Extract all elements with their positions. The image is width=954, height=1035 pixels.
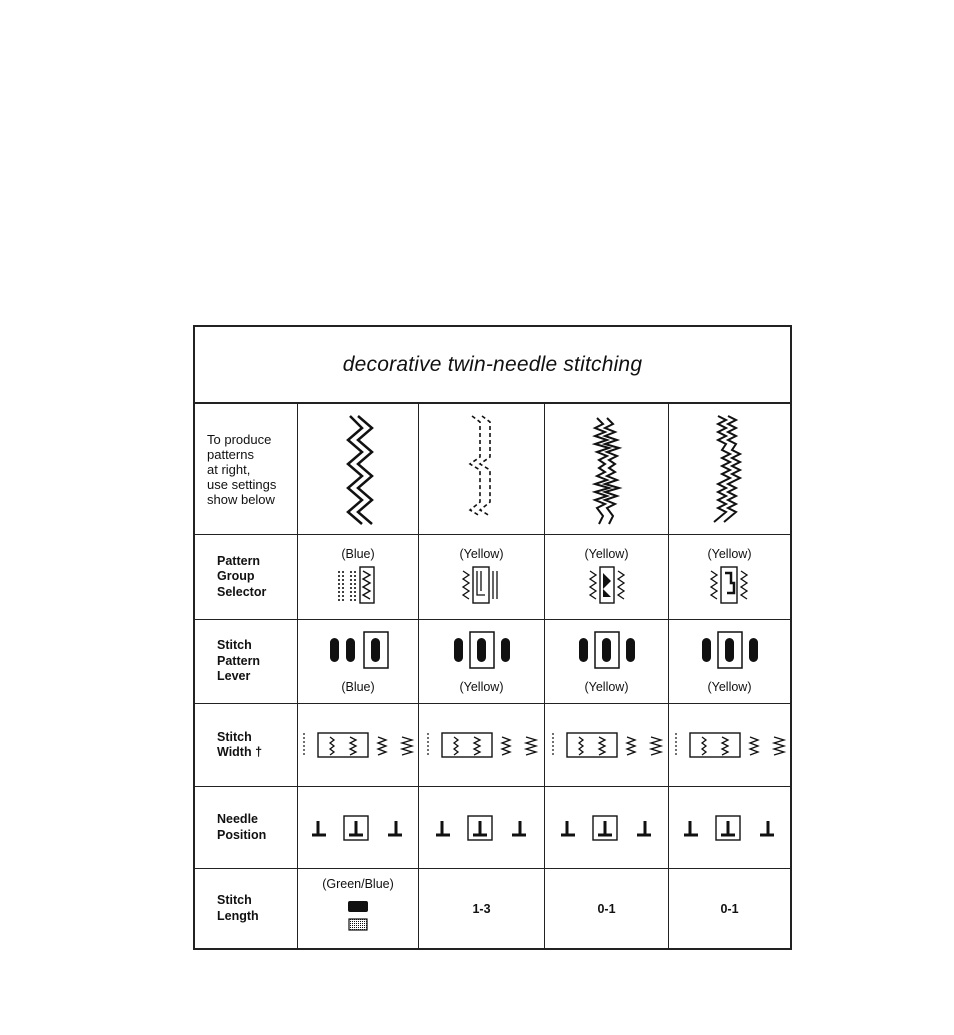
lever-cell-1 [298, 620, 419, 704]
pattern-cell-1 [298, 404, 419, 535]
dashed-chevron-pattern-icon [452, 412, 512, 527]
needle-cell-3 [545, 787, 669, 869]
label-needle-position [195, 787, 298, 869]
label-stitch-width [195, 704, 298, 787]
intro-line: To produce [207, 431, 272, 447]
lever-cell-4 [669, 620, 790, 704]
stitch-length-value: 1-3 [472, 901, 491, 916]
label-line: Pattern [217, 553, 261, 568]
selector-cell-2 [419, 535, 545, 620]
label-line: Stitch [217, 893, 252, 907]
width-cell-4 [669, 704, 790, 787]
label-line: Lever [217, 669, 251, 684]
label-line: Position [217, 827, 267, 842]
pattern-group-selector-icon [705, 561, 755, 607]
stitch-pattern-lever-icon [698, 630, 762, 670]
label-line: Length [217, 908, 259, 923]
label-line: Pattern [217, 653, 261, 668]
stitch-width-icon [300, 730, 416, 760]
lever-color-note: (Yellow) [459, 679, 504, 694]
label-line: Stitch [217, 638, 252, 653]
settings-grid [195, 404, 790, 948]
stitch-pattern-lever-icon [326, 630, 390, 670]
zigzag-pattern-icon [328, 412, 388, 527]
pattern-cell-2 [419, 404, 545, 535]
width-cell-2 [419, 704, 545, 787]
selector-color-note: (Yellow) [459, 547, 504, 561]
intro-line: show below [207, 491, 275, 507]
label-line: Stitch [217, 729, 252, 744]
length-cell-3 [545, 869, 669, 948]
intro-line: patterns [207, 446, 254, 462]
lever-cell-2 [419, 620, 545, 704]
stitch-length-swatch-icon [346, 899, 370, 933]
selector-color-note: (Blue) [341, 547, 375, 561]
pattern-cell-3 [545, 404, 669, 535]
width-cell-3 [545, 704, 669, 787]
length-color-note: (Green/Blue) [322, 877, 394, 891]
selector-cell-1 [298, 535, 419, 620]
label-stitch-pattern-lever [195, 620, 298, 704]
label-line: Selector [217, 584, 267, 599]
stitch-length-value: 0-1 [597, 901, 616, 916]
needle-cell-2 [419, 787, 545, 869]
chart-title: decorative twin-needle stitching [342, 352, 643, 376]
lever-color-note: (Yellow) [584, 679, 629, 694]
label-stitch-length [195, 869, 298, 948]
needle-cell-4 [669, 787, 790, 869]
selector-cell-3 [545, 535, 669, 620]
pattern-cell-4 [669, 404, 790, 535]
selector-color-note: (Yellow) [584, 547, 629, 561]
label-pattern-group-selector [195, 535, 298, 620]
stitch-pattern-lever-icon [575, 630, 639, 670]
label-line: Group [217, 569, 255, 584]
intro-line: use settings [207, 476, 277, 492]
needle-position-icon [310, 813, 406, 843]
intro-cell [195, 404, 298, 535]
title-row [195, 327, 790, 404]
stitch-length-value: 0-1 [720, 901, 739, 916]
label-line: Width † [217, 745, 263, 759]
length-cell-4 [669, 869, 790, 948]
stitch-pattern-lever-icon [450, 630, 514, 670]
needle-cell-1 [298, 787, 419, 869]
width-cell-1 [298, 704, 419, 787]
needle-position-icon [434, 813, 530, 843]
pattern-group-selector-icon [582, 561, 632, 607]
label-line: Needle [217, 812, 258, 826]
pattern-group-selector-icon [457, 561, 507, 607]
needle-position-icon [682, 813, 778, 843]
lever-color-note: (Yellow) [707, 679, 752, 694]
lever-cell-3 [545, 620, 669, 704]
intro-line: at right, [207, 461, 251, 477]
lever-color-note: (Blue) [341, 679, 375, 694]
stitch-width-icon [424, 730, 540, 760]
length-cell-2 [419, 869, 545, 948]
length-cell-1 [298, 869, 419, 948]
stitch-width-icon [549, 730, 665, 760]
selector-cell-4 [669, 535, 790, 620]
stitch-width-icon [672, 730, 788, 760]
decorative-twin-needle-chart [193, 325, 792, 950]
satin-wave-pattern-icon [577, 412, 637, 527]
selector-color-note: (Yellow) [707, 547, 752, 561]
pattern-group-selector-icon [333, 561, 383, 607]
needle-position-icon [559, 813, 655, 843]
satin-step-pattern-icon [700, 412, 760, 527]
